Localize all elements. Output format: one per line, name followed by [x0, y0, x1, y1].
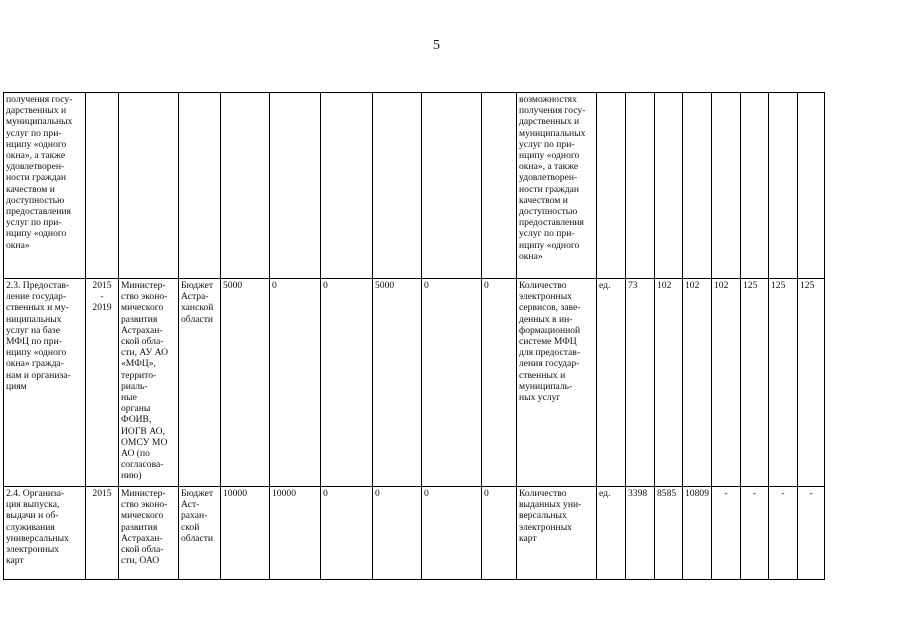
cell-amount-2018: 0: [422, 279, 482, 487]
table-row: [4, 487, 825, 580]
cell-total-amount: 5000: [221, 279, 270, 487]
cell-amount-2018: [422, 93, 482, 279]
cell-value-2018: -: [769, 487, 798, 580]
cell-amount-2017: 0: [373, 487, 422, 580]
cell-funding-source: [179, 93, 221, 279]
cell-measure-name: 2.4. Организа- ция выпуска, выдачи и об- служивания универсальных электронных карт: [4, 487, 86, 580]
cell-value-2014: 102: [655, 279, 683, 487]
cell-value-2013: 3398: [626, 487, 655, 580]
cell-value-2016: 102: [712, 279, 741, 487]
cell-value-2015: 102: [683, 279, 712, 487]
cell-value-2015: 10809: [683, 487, 712, 580]
cell-value-2019: [798, 93, 825, 279]
program-table: [3, 92, 825, 580]
table-row: [4, 93, 825, 279]
cell-unit: ед.: [597, 487, 626, 580]
cell-amount-2019: [482, 93, 517, 279]
cell-amount-2017: 5000: [373, 279, 422, 487]
cell-amount-2017: [373, 93, 422, 279]
cell-indicator-name: Количество электронных сервисов, заве- денных в ин- формационной системе МФЦ для предостав- ления государ- ственных и муниципаль- ных услуг: [517, 279, 597, 487]
cell-value-2013: [626, 93, 655, 279]
cell-period: 2015: [86, 487, 119, 580]
cell-measure-name: получения госу- дарственных и муниципальных услуг по при- нципу «одного окна», а также удовлетворен- ности граждан качеством и доступностью предоставления услуг по при- нципу «одного окна»: [4, 93, 86, 279]
cell-amount-2016: [321, 93, 373, 279]
cell-total-amount: [221, 93, 270, 279]
cell-period: 2015 - 2019: [86, 279, 119, 487]
cell-indicator-name: возможностях получения госу- дарственных и муниципальных услуг по при- нципу «одного окна», а также удовлетворен- ности граждан качеством и доступностью предоставления услуг по при- нципу «одного окна»: [517, 93, 597, 279]
cell-value-2016: [712, 93, 741, 279]
cell-executor: Министер- ство эконо- мического развития Астрахан- ской обла- сти, АУ АО «МФЦ», террито- риаль- ные органы ФОИВ, ИОГВ АО, ОМСУ МО АО (по согласова- нию): [119, 279, 179, 487]
cell-amount-2018: 0: [422, 487, 482, 580]
cell-unit: ед.: [597, 279, 626, 487]
cell-value-2014: 8585: [655, 487, 683, 580]
cell-amount-2015: 10000: [270, 487, 321, 580]
cell-value-2017: [741, 93, 769, 279]
cell-value-2016: -: [712, 487, 741, 580]
cell-value-2019: -: [798, 487, 825, 580]
cell-amount-2015: [270, 93, 321, 279]
cell-value-2013: 73: [626, 279, 655, 487]
cell-value-2018: 125: [769, 279, 798, 487]
cell-amount-2016: 0: [321, 279, 373, 487]
cell-value-2017: -: [741, 487, 769, 580]
cell-amount-2016: 0: [321, 487, 373, 580]
cell-unit: [597, 93, 626, 279]
cell-value-2017: 125: [741, 279, 769, 487]
cell-funding-source: Бюджет Аст- рахан- ской области: [179, 487, 221, 580]
cell-value-2019: 125: [798, 279, 825, 487]
cell-total-amount: 10000: [221, 487, 270, 580]
table-row: [4, 279, 825, 487]
cell-value-2018: [769, 93, 798, 279]
cell-executor: [119, 93, 179, 279]
cell-executor: Министер- ство эконо- мического развития Астрахан- ской обла- сти, ОАО: [119, 487, 179, 580]
cell-period: [86, 93, 119, 279]
cell-measure-name: 2.3. Предостав- ление государ- ственных и му- ниципальных услуг на базе МФЦ по при- нципу «одного окна» гражда- нам и организа- циям: [4, 279, 86, 487]
cell-amount-2015: 0: [270, 279, 321, 487]
cell-funding-source: Бюджет Астра- ханской области: [179, 279, 221, 487]
cell-amount-2019: 0: [482, 279, 517, 487]
page-number: 5: [433, 38, 440, 53]
cell-value-2014: [655, 93, 683, 279]
cell-amount-2019: 0: [482, 487, 517, 580]
cell-value-2015: [683, 93, 712, 279]
cell-indicator-name: Количество выданных уни- версальных электронных карт: [517, 487, 597, 580]
